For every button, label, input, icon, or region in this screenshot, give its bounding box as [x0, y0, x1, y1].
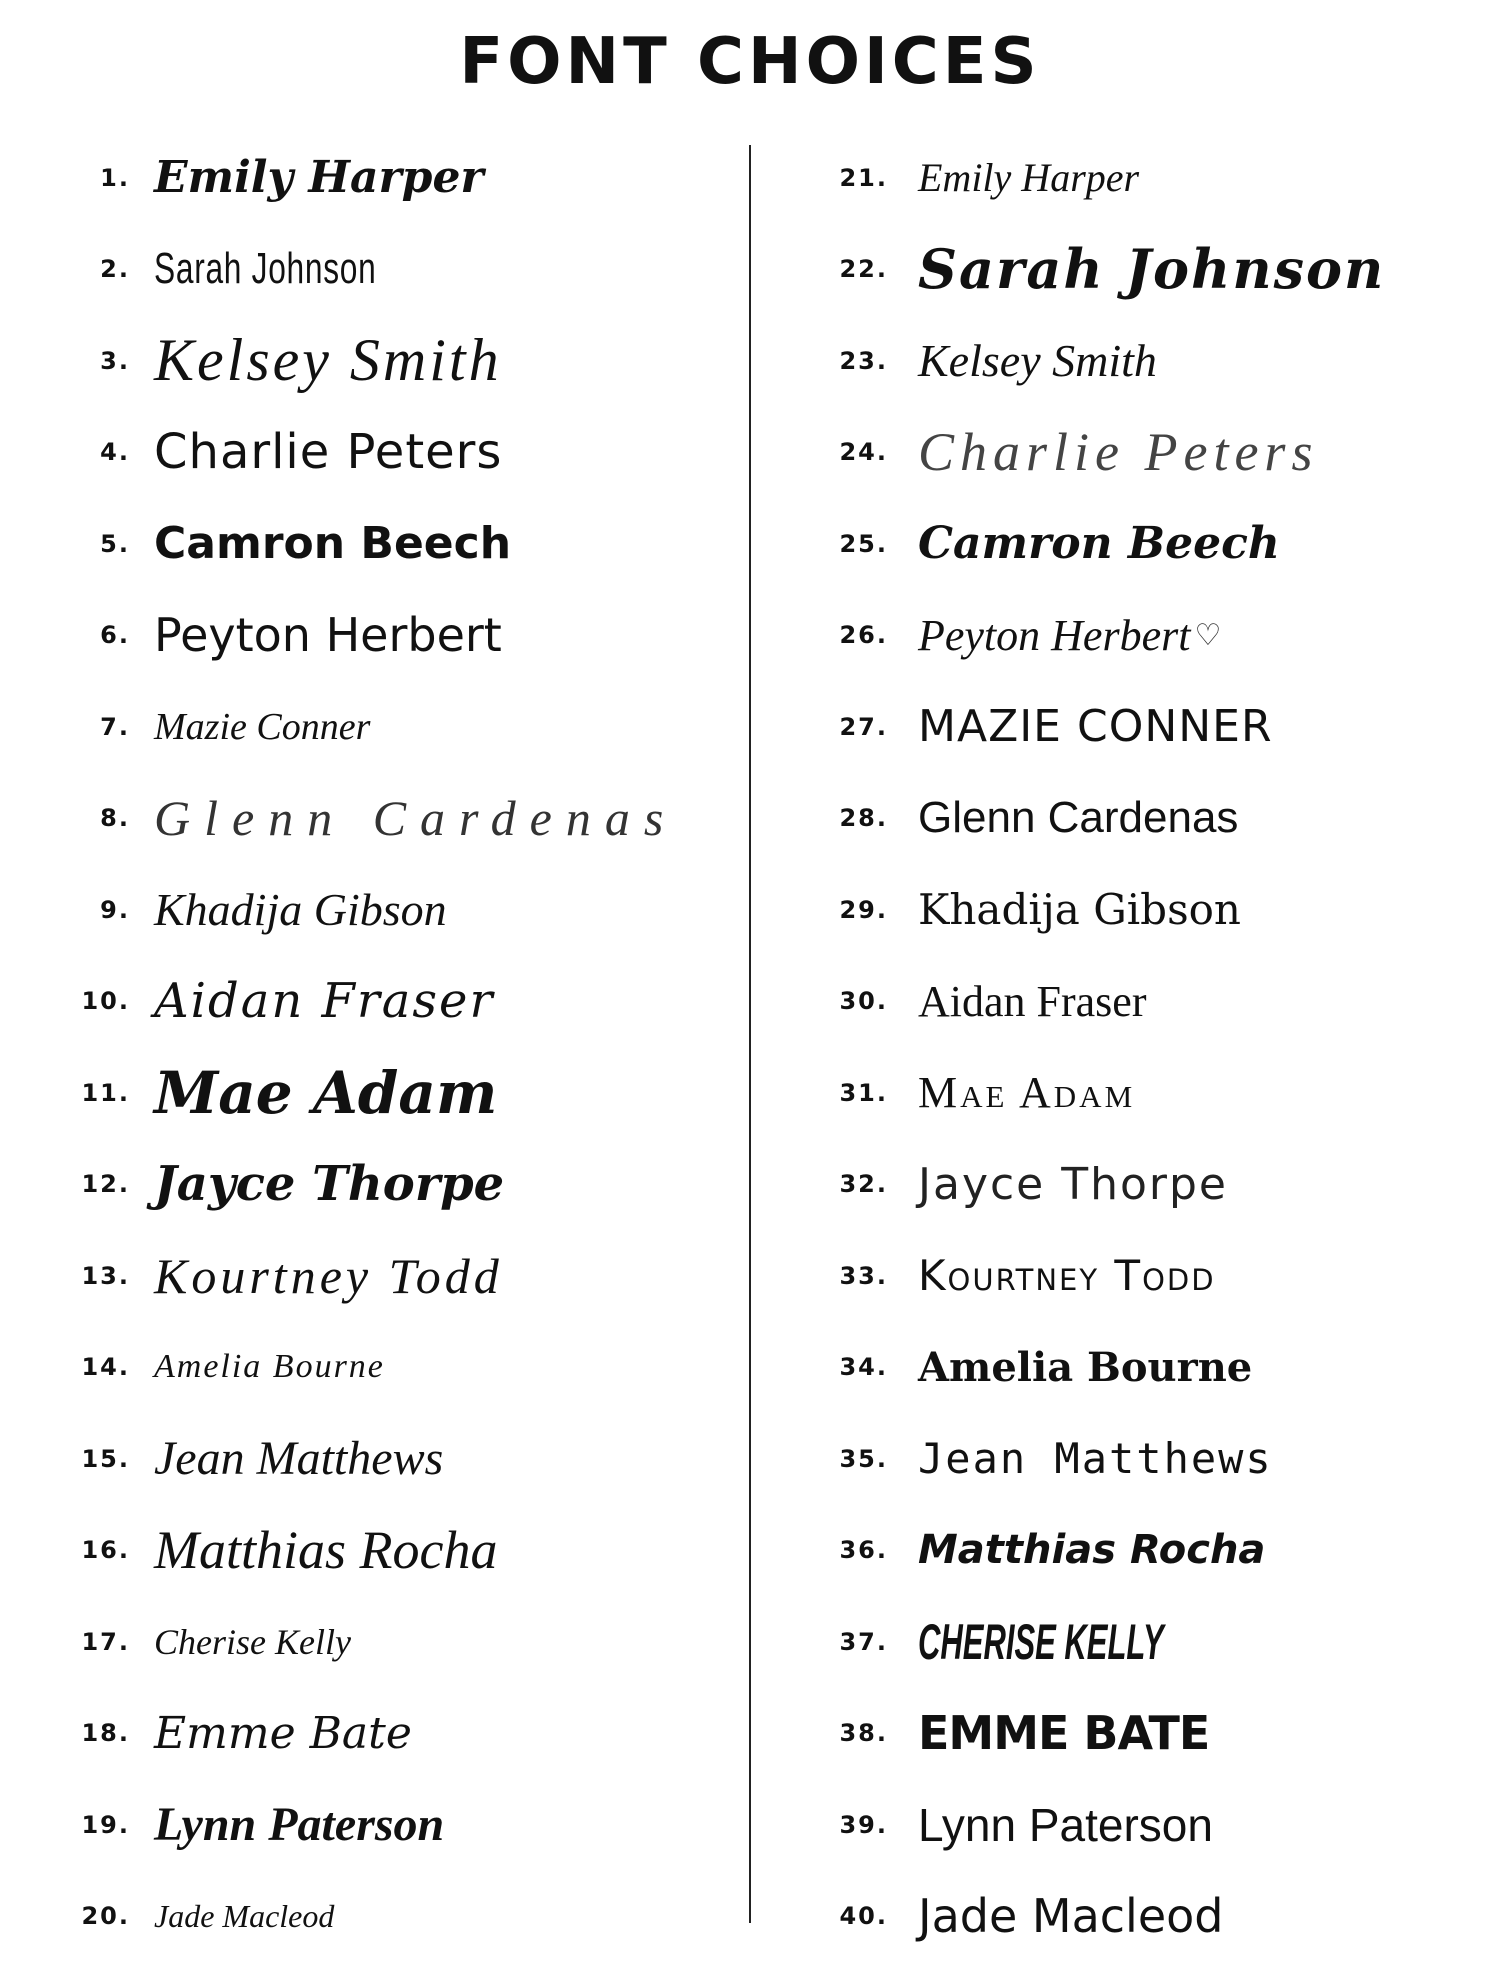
- sample-name: Kourtney Todd: [918, 1251, 1216, 1300]
- sample-name: Camron Beech: [154, 518, 511, 569]
- option-number: 19.: [60, 1811, 130, 1839]
- option-number: 35.: [800, 1445, 888, 1473]
- sample-name: Jean Matthews: [918, 1434, 1273, 1483]
- font-option-33: [800, 1230, 1480, 1322]
- font-option-13: [60, 1230, 720, 1322]
- font-option-18: [60, 1688, 720, 1780]
- page-title: FONT CHOICES: [0, 22, 1500, 102]
- font-option-2: [60, 224, 720, 316]
- sample-name: Jayce Thorpe: [154, 1156, 504, 1212]
- sample-name: Glenn Cardenas: [918, 793, 1238, 843]
- font-option-31: [800, 1047, 1480, 1139]
- option-number: 21.: [800, 164, 888, 192]
- sample-name: Glenn Cardenas: [154, 789, 677, 847]
- font-option-3: [60, 315, 720, 407]
- font-option-9: [60, 864, 720, 956]
- font-list-left: [60, 132, 720, 1962]
- sample-name: Kelsey Smith: [918, 334, 1157, 387]
- column-divider: [749, 145, 751, 1923]
- option-number: 24.: [800, 438, 888, 466]
- option-number: 17.: [60, 1628, 130, 1656]
- sample-name: Sarah Johnson: [154, 244, 376, 294]
- option-number: 9.: [60, 896, 130, 924]
- sample-name: Aidan Fraser: [154, 973, 494, 1029]
- sample-name: MAZIE CONNER: [918, 701, 1273, 752]
- option-number: 39.: [800, 1811, 888, 1839]
- font-option-1: [60, 132, 720, 224]
- sample-name: Mae Adam: [918, 1067, 1135, 1118]
- font-option-8: [60, 773, 720, 865]
- font-option-29: [800, 864, 1480, 956]
- option-number: 11.: [60, 1079, 130, 1107]
- sample-name: Amelia Bourne: [918, 1344, 1252, 1391]
- option-number: 34.: [800, 1353, 888, 1381]
- option-number: 29.: [800, 896, 888, 924]
- font-list-right: [800, 132, 1480, 1962]
- sample-name: Peyton Herbert: [154, 608, 502, 662]
- font-option-4: [60, 407, 720, 499]
- option-number: 38.: [800, 1719, 888, 1747]
- sample-name: Camron Beech: [918, 518, 1280, 569]
- sample-name: Aidan Fraser: [918, 976, 1147, 1027]
- font-option-20: [60, 1871, 720, 1962]
- font-option-40: [800, 1871, 1480, 1962]
- sample-name: EMME BATE: [918, 1706, 1209, 1760]
- font-option-25: [800, 498, 1480, 590]
- option-number: 26.: [800, 621, 888, 649]
- option-number: 27.: [800, 713, 888, 741]
- font-option-34: [800, 1322, 1480, 1414]
- option-number: 15.: [60, 1445, 130, 1473]
- sample-name: Emme Bate: [154, 1708, 412, 1759]
- font-option-32: [800, 1139, 1480, 1231]
- heart-icon: ♡: [1194, 618, 1221, 653]
- sample-name: Sarah Johnson: [918, 237, 1385, 301]
- font-option-17: [60, 1596, 720, 1688]
- sample-name: Jade Macleod: [154, 1898, 334, 1935]
- sample-name: Jade Macleod: [918, 1889, 1223, 1943]
- font-option-27: [800, 681, 1480, 773]
- font-option-11: [60, 1047, 720, 1139]
- option-number: 33.: [800, 1262, 888, 1290]
- sample-name: Charlie Peters: [918, 421, 1318, 483]
- sample-name: Cherise Kelly: [154, 1621, 351, 1663]
- sample-name: Jean Matthews: [154, 1431, 443, 1486]
- font-option-10: [60, 956, 720, 1048]
- option-number: 16.: [60, 1536, 130, 1564]
- font-option-37: [800, 1596, 1480, 1688]
- font-option-7: [60, 681, 720, 773]
- option-number: 37.: [800, 1628, 888, 1656]
- option-number: 7.: [60, 713, 130, 741]
- sample-name: Jayce Thorpe: [918, 1159, 1228, 1210]
- font-option-38: [800, 1688, 1480, 1780]
- option-number: 12.: [60, 1170, 130, 1198]
- font-option-26: [800, 590, 1480, 682]
- option-number: 30.: [800, 987, 888, 1015]
- option-number: 13.: [60, 1262, 130, 1290]
- font-option-22: [800, 224, 1480, 316]
- option-number: 23.: [800, 347, 888, 375]
- option-number: 2.: [60, 255, 130, 283]
- font-option-23: [800, 315, 1480, 407]
- sample-name: Matthias Rocha: [918, 1527, 1265, 1573]
- font-option-39: [800, 1779, 1480, 1871]
- sample-name: Khadija Gibson: [918, 885, 1241, 934]
- sample-name: Mae Adam: [154, 1059, 497, 1127]
- font-option-19: [60, 1779, 720, 1871]
- option-number: 1.: [60, 164, 130, 192]
- font-option-35: [800, 1413, 1480, 1505]
- font-option-16: [60, 1505, 720, 1597]
- option-number: 14.: [60, 1353, 130, 1381]
- sample-name: Kelsey Smith: [154, 326, 502, 395]
- option-number: 32.: [800, 1170, 888, 1198]
- sample-name: Emily Harper: [154, 152, 484, 203]
- sample-name: Amelia Bourne: [154, 1348, 385, 1386]
- font-option-24: [800, 407, 1480, 499]
- sample-name: Emily Harper: [918, 154, 1139, 201]
- option-number: 3.: [60, 347, 130, 375]
- option-number: 25.: [800, 530, 888, 558]
- sample-name: Mazie Conner: [154, 705, 370, 749]
- sample-name: Charlie Peters: [154, 424, 502, 480]
- sample-name: Matthias Rocha: [154, 1519, 497, 1581]
- option-number: 28.: [800, 804, 888, 832]
- sample-name: Peyton Herbert: [918, 610, 1190, 661]
- option-number: 10.: [60, 987, 130, 1015]
- sample-name: CHERISE KELLY: [918, 1613, 1164, 1671]
- font-option-14: [60, 1322, 720, 1414]
- option-number: 20.: [60, 1902, 130, 1930]
- font-option-12: [60, 1139, 720, 1231]
- option-number: 40.: [800, 1902, 888, 1930]
- option-number: 5.: [60, 530, 130, 558]
- option-number: 36.: [800, 1536, 888, 1564]
- option-number: 4.: [60, 438, 130, 466]
- font-option-30: [800, 956, 1480, 1048]
- option-number: 22.: [800, 255, 888, 283]
- option-number: 8.: [60, 804, 130, 832]
- sample-name: Lynn Paterson: [918, 1798, 1213, 1852]
- sample-name: Khadija Gibson: [154, 883, 447, 936]
- font-option-36: [800, 1505, 1480, 1597]
- font-option-6: [60, 590, 720, 682]
- font-option-15: [60, 1413, 720, 1505]
- option-number: 6.: [60, 621, 130, 649]
- font-option-28: [800, 773, 1480, 865]
- sample-name: Lynn Paterson: [154, 1797, 444, 1852]
- sample-name: Kourtney Todd: [154, 1247, 503, 1305]
- option-number: 31.: [800, 1079, 888, 1107]
- option-number: 18.: [60, 1719, 130, 1747]
- font-option-5: [60, 498, 720, 590]
- font-option-21: [800, 132, 1480, 224]
